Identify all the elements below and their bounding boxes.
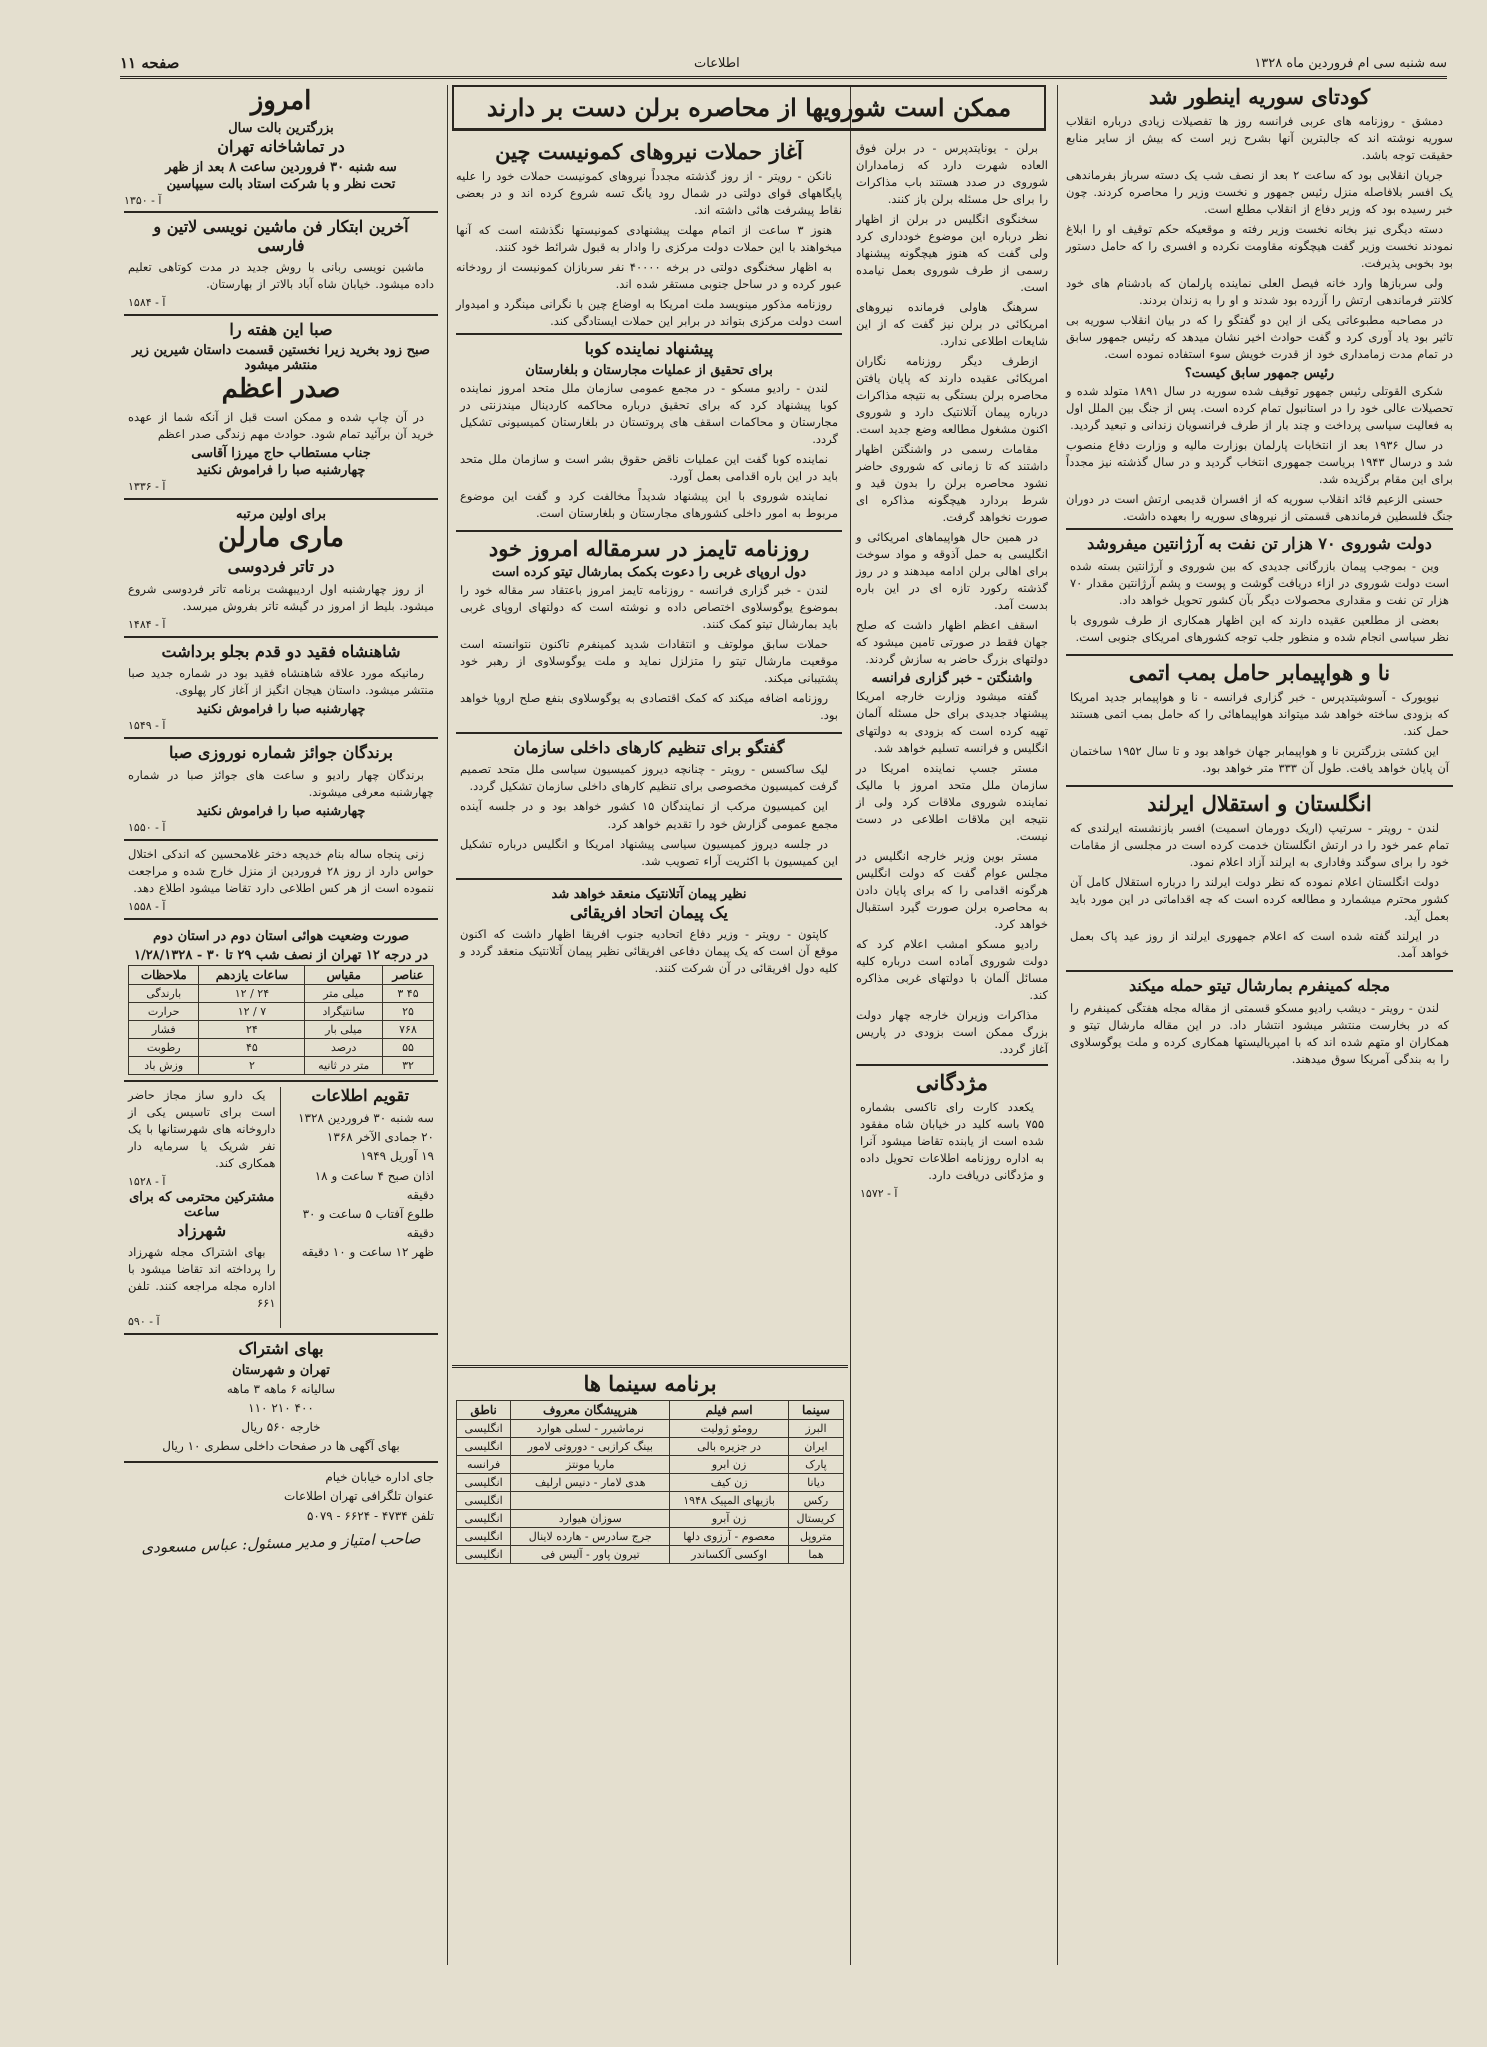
ad-shah-title: شاهنشاه فقید دو قدم بجلو برداشت — [161, 641, 401, 661]
subscription-line: تهران و شهرستان — [232, 1362, 330, 1378]
column-syria — [1062, 85, 1457, 1960]
article-text: مستر بوین وزیر خارجه انگلیس در مجلس عوام گفت که دولت انگلیس هرگونه اقدامی را که برای پایان دادن به محاصره برلن صورت گیرد استقبال خواهد کرد. — [856, 848, 1048, 931]
cinema-header: هنرپیشگان معروف — [511, 1401, 670, 1420]
subscription-line: سالیانه ۶ ماهه ۳ ماهه — [226, 1381, 336, 1396]
weather-cell: رطوبت — [129, 1038, 199, 1056]
ad-number: آ - ۱۳۳۶ — [128, 480, 166, 494]
weather-cell: میلی بار — [305, 1020, 383, 1038]
ad-sadr-azam-title: صدر اعظم — [221, 374, 341, 405]
headline-syria-coup: کودتای سوریه اینطور شد — [1148, 85, 1371, 109]
article-text: در جلسه دیروز کمیسیون سیاسی پیشنهاد امریکا و انگلیس درباره تشکیل این کمیسیون با اکثریت آراء تصویب شد. — [460, 836, 838, 868]
cinema-cell: البرز — [788, 1420, 843, 1438]
article-text: جریان انقلابی بود که ساعت ۲ بعد از نصف شب یک دسته سرباز بفرماندهی یک افسر بلافاصله منزل رئیس جمهور و نخست وزیر را محاصره کردند. چون خبر رسیده بود که وزیر دفاع از انقلاب مطلع است. — [1066, 168, 1453, 217]
cinema-row — [457, 1456, 844, 1474]
weather-header: مقیاس — [305, 965, 383, 984]
cinema-cell: انگلیسی — [457, 1474, 511, 1492]
cinema-cell: بینگ کرازبی - دوروتی لامور — [511, 1438, 670, 1456]
ad-number: آ - ۱۵۲۸ — [128, 1174, 166, 1188]
cinema-cell: در جزیره بالی — [670, 1438, 789, 1456]
ad-text: ماشین نویسی ربانی با روش جدید در مدت کوتاهی تعلیم داده میشود. خیابان شاه آباد بالاتر از بهارستان. — [128, 260, 434, 292]
ad-shahrzad-title: شهرزاد — [177, 1220, 227, 1240]
address-line: عنوان تلگرافی تهران اطلاعات — [284, 1489, 434, 1504]
weather-cell: حرارت — [129, 1002, 199, 1020]
cinema-cell: ایران — [788, 1438, 843, 1456]
ad-line: مشترکین محترمی که برای ساعت — [129, 1189, 275, 1220]
article-text: سخنگوی انگلیس در برلن از اظهار نظر درباره این موضوع خودداری کرد ولی گفت که هنوز هیچگونه پیشنهاد رسمی از طرف شوروی بعمل نیامده است. — [856, 212, 1048, 295]
article-text: مقامات رسمی در واشنگتن اظهار داشتند که تا زمانی که شوروی حاضر نشود محاصره برلن را بدون قید و شرط بردارد هیچگونه مذاکره ای صورت نخواهد گرفت. — [856, 442, 1048, 525]
weather-subtitle: در درجه ۱۲ تهران از نصف شب ۲۹ تا ۳۰ - ۱/۲۸/۱۳۲۸ — [133, 947, 429, 963]
column-berlin — [852, 140, 1052, 1960]
article-text: دولت انگلستان اعلام نموده که نظر دولت ایرلند را درباره استقلال کامل آن کشور محترم میشمارد و مطالعه کرده است که چه اقداماتی در این مورد باید بعمل آید. — [1070, 875, 1449, 924]
article-text: مستر جسپ نماینده امریکا در سازمان ملل متحد امروز با مالیک نماینده شوروی ملاقات کرد ولی از نتیجه این ملاقات اطلاعی در دست نیست. — [856, 760, 1048, 843]
cinema-cell: رکس — [788, 1492, 843, 1510]
weather-cell: ۲۴ — [199, 1020, 305, 1038]
article-text: نماینده کوبا گفت این عملیات ناقض حقوق بشر است و سازمان ملل متحد باید در این باره اقدامی بعمل آورد. — [460, 451, 838, 483]
headline-cuba: پیشنهاد نماینده کوبا — [584, 339, 714, 359]
cinema-cell: انگلیسی — [457, 1438, 511, 1456]
cinema-cell: متروپل — [788, 1528, 843, 1546]
ad-number: آ - ۱۵۵۸ — [128, 899, 166, 913]
article-text: لندن - رویتر - دیشب رادیو مسکو قسمتی از مقاله مجله هفتگی کمینفرم را که در بخارست منتشر میشود انتشار داد. در این مقاله مارشال تیتو و همکاران او متهم شده اند که با امپریالیستها همکاری کرده و ملت یوگوسلاوی را به بندگی آمریکا سوق میدهند. — [1070, 1000, 1449, 1066]
cinema-cell: جرج سادرس - هارده لاینال — [511, 1528, 670, 1546]
weather-table — [128, 965, 434, 1075]
article-text: این کمیسیون مرکب از نمایندگان ۱۵ کشور خواهد بود و در جلسه آینده مجمع عمومی گزارش خود را تقدیم خواهد کرد. — [460, 799, 838, 831]
ad-line: چهارشنبه صبا را فراموش نکنید — [196, 463, 366, 479]
masthead-page-number: صفحه ۱۱ — [120, 54, 180, 72]
article-text: در سال ۱۹۳۶ بعد از انتخابات پارلمان بوزارت مالیه و وزارت دفاع منصوب شد و درسال ۱۹۴۳ بریاست جمهوری انتخاب گردید و در سال گذشته نیز مجدداً برای این مقام برگزیده شد. — [1066, 438, 1453, 487]
article-text: دمشق - روزنامه های عربی فرانسه روز ها تفصیلات زیادی درباره انقلاب سوریه نوشته اند که جالبترین آنها بشرح زیر است که بیش از سایر منابع حقیقت توجه باشد. — [1066, 114, 1453, 163]
weather-cell: درصد — [305, 1038, 383, 1056]
weather-cell: ۳۲ — [383, 1056, 434, 1074]
cinema-program — [452, 1365, 848, 1965]
weather-row — [129, 1038, 434, 1056]
column-rule — [1057, 85, 1058, 1965]
subscription-title: بهای اشتراک — [238, 1339, 324, 1359]
subheading: برای تحقیق از عملیات مجارستان و بلغارستان — [525, 362, 773, 378]
ad-marie-title: ماری مارلن — [218, 523, 344, 554]
article-text: لندن - خبر گزاری فرانسه - روزنامه تایمز امروز باعتقاد سر مقاله خود را بموضوع یوگوسلاوی اختصاص داده و نوشته است که دولتهای اروپای غربی باید بمارشال تیتو کمک کنند. — [460, 582, 838, 631]
ad-number: آ - ۱۵۵۰ — [128, 820, 166, 834]
ad-ballet-title: امروز — [250, 86, 312, 116]
article-text: این کشتی بزرگترین نا و هواپیمابر جهان خواهد بود و تا سال ۱۹۵۲ ساختمان آن پایان خواهد یافت. طول آن ۳۳۳ متر خواهد بود. — [1070, 744, 1449, 776]
weather-cell: متر در ثانیه — [305, 1056, 383, 1074]
article-text: در ایرلند گفته شده است که اعلام جمهوری ایرلند از روز عید پاک بعمل خواهد آمد. — [1070, 929, 1449, 961]
ad-text: بهای اشتراک مجله شهرزاد را پرداخته اند تقاضا میشود با اداره مجله مراجعه کنند. تلفن ۶۶۱ — [128, 1245, 276, 1311]
column-rule — [850, 85, 851, 1965]
weather-header: ملاحظات — [129, 965, 199, 984]
cinema-cell: بازیهای المپیک ۱۹۴۸ — [670, 1492, 789, 1510]
headline-times: روزنامه تایمز در سرمقاله امروز خود — [488, 535, 810, 561]
column-rule — [447, 85, 448, 1965]
address-line: تلفن ۴۷۳۴ - ۶۶۲۴ - ۵۰۷۹ — [306, 1508, 434, 1523]
weather-cell: وزش باد — [129, 1056, 199, 1074]
headline-china: آغاز حملات نیروهای کمونیست چین — [495, 140, 803, 164]
article-text: ولی سربازها وارد خانه فیصل العلی نماینده پارلمان که بادشنام های خود کلانتر فرماندهی ارتش را آزرده بود شدند و او را به زندان بردند. — [1066, 276, 1453, 308]
weather-cell: ۴۵ — [199, 1038, 305, 1056]
headline-ireland: انگلستان و استقلال ایرلند — [1147, 791, 1372, 817]
calendar-line: ۲۰ جمادی الآخر ۱۳۶۸ — [326, 1130, 434, 1145]
article-text: نیویورک - آسوشیتدپرس - خبر گزاری فرانسه - نا و هواپیمابر جدید امریکا که بزودی ساخته خواهد شد میتواند هواپیماهائی را که حامل بمب اتمی هستند حمل کند. — [1070, 690, 1449, 739]
cinema-cell: انگلیسی — [457, 1510, 511, 1528]
ad-line: در تاتر فردوسی — [227, 557, 335, 577]
ad-line: صبا این هفته را — [229, 320, 333, 340]
cinema-cell: هدی لامار - دنیس ارلیف — [511, 1474, 670, 1492]
subheading: رئیس جمهور سابق کیست؟ — [1184, 366, 1335, 382]
article-text: در مصاحبه مطبوعاتی یکی از این دو گفتگو را که در بیان انقلاب سوریه بی تاثیر بود یاد آوری کرد و گفت حوادث اخیر نشان میدهد که رئیس جمهور سابق در تمام مدت زمامداری خود از قدرت خویش سوء استفاده نموده است. — [1066, 313, 1453, 362]
ad-number: آ - ۱۵۴۹ — [128, 719, 166, 733]
article-text: برلن - یونایتدپرس - در برلن فوق العاده شهرت دارد که زمامداران شوروی در صدد هستند باب مذاکرات را برای حل مسئله برلن باز کنند. — [856, 141, 1048, 207]
ad-line: بزرگترین بالت سال — [228, 120, 334, 136]
weather-cell: فشار — [129, 1020, 199, 1038]
subscription-line: ۴۰۰ ۲۱۰ ۱۱۰ — [248, 1400, 314, 1415]
weather-cell: بارندگی — [129, 984, 199, 1002]
headline-aircraft-carrier: نا و هواپیمابر حامل بمب اتمی — [1128, 659, 1391, 685]
weather-cell: ۲ — [199, 1056, 305, 1074]
article-text: اسقف اعظم اظهار داشت که صلح جهان فقط در صورتی تامین میشود که دولتهای بزرگ حاضر به سازش گردند. — [856, 618, 1048, 667]
weather-cell: ۷۶۸ — [383, 1020, 434, 1038]
ad-typing-title: آخرین ابتکار فن ماشین نویسی لاتین و فارسی — [153, 217, 409, 255]
weather-cell: ۴۵ ۳ — [383, 984, 434, 1002]
cinema-cell: ماریا مونتز — [511, 1456, 670, 1474]
cinema-cell: انگلیسی — [457, 1546, 511, 1564]
cinema-row — [457, 1528, 844, 1546]
cinema-cell: فرانسه — [457, 1456, 511, 1474]
cinema-cell: معصوم - آرزوی دلها — [670, 1528, 789, 1546]
article-text: نماینده شوروی با این پیشنهاد شدیداً مخالفت کرد و گفت این موضوع مربوط به امور داخلی کشورهای مجارستان و بلغارستان است. — [460, 488, 838, 520]
article-text: دسته دیگری نیز بخانه نخست وزیر رفته و موقعیکه حکم توقیف او را ابلاغ نمودند نخست وزیر گفت هیچگونه مقاومت نکرده و افسری را که حامل دستور بود بخوبی پذیرفت. — [1066, 222, 1453, 271]
calendar-title: تقویم اطلاعات — [311, 1085, 410, 1105]
article-text: لیک ساکسس - رویتر - چنانچه دیروز کمیسیون سیاسی ملل متحد تصمیم گرفت کمیسیون مخصوصی برای تنظیم کارهای داخلی سازمان تشکیل گردد. — [460, 762, 838, 794]
weather-cell: ۵۵ — [383, 1038, 434, 1056]
address-line: جای اداره خیابان خیام — [325, 1470, 434, 1485]
subheading: نظیر پیمان آتلانتیک منعقد خواهد شد — [551, 886, 747, 902]
cinema-cell — [511, 1492, 670, 1510]
headline-cominform: مجله کمینفرم بمارشال تیتو حمله میکند — [1128, 976, 1391, 996]
weather-title: صورت وضعیت هوائی استان دوم در استان دوم — [152, 928, 410, 944]
calendar-line: طلوع آفتاب ۵ ساعت و ۳۰ دقیقه — [302, 1206, 434, 1241]
cinema-table — [456, 1400, 844, 1564]
weather-cell: میلی متر — [305, 984, 383, 1002]
ad-line: چهارشنبه صبا را فراموش نکنید — [196, 803, 366, 819]
weather-row — [129, 1056, 434, 1074]
cinema-row — [457, 1546, 844, 1564]
calendar-line: سه شنبه ۳۰ فروردین ۱۳۲۸ — [298, 1111, 434, 1125]
article-text: لندن - رویتر - سرتیپ (اریک دورمان اسمیت) افسر بازنشسته ایرلندی که تمام عمر خود را در ارتش انگلستان خدمت کرده است در مجلسی از مقامات خود را برای سوگند وفاداری به ایرلند آزاد اعلام نمود. — [1070, 821, 1449, 870]
ad-line: جناب مستطاب حاج میرزا آقاسی — [191, 446, 371, 462]
cinema-cell: رومئو ژولیت — [670, 1420, 789, 1438]
article-text: وین - بموجب پیمان بازرگانی جدیدی که بین شوروی و آرژانتین بسته شده است دولت شوروی در ازاء دریافت گوشت و پوست و پشم آرژانتین مقدار ۷۰ هزار تن نفت و مقداری محصولات دیگر بآن کشور تحویل خواهد داد. — [1070, 558, 1449, 607]
cinema-row — [457, 1420, 844, 1438]
column-china — [452, 140, 846, 1360]
article-text: حملات سابق مولوتف و انتقادات شدید کمینفرم تاکنون نتوانسته است موقعیت مارشال تیتو را متزلزل نماید و ملت یوگوسلاوی از رهبر خود پشتیبانی میکند. — [460, 636, 838, 686]
publisher-signature: صاحب امتیاز و مدیر مسئول: عباس مسعودی — [141, 1528, 421, 1557]
ad-number: آ - ۵۹۰ — [128, 1315, 160, 1329]
subheading: واشنگتن - خبر گزاری فرانسه — [871, 671, 1033, 687]
calendar-line: اذان صبح ۴ ساعت و ۱۸ دقیقه — [314, 1168, 434, 1202]
article-text: مذاکرات وزیران خارجه چهار دولت بزرگ ممکن است بزودی در پاریس آغاز گردد. — [856, 1007, 1048, 1056]
cinema-cell: دیانا — [788, 1474, 843, 1492]
ad-line: صبح زود بخرید زیرا نخستین قسمت داستان شیرین زیر منتشر میشود — [132, 343, 430, 374]
cinema-row — [457, 1510, 844, 1528]
banner-headline: ممکن است شورویها از محاصره برلن دست بر دارند — [452, 85, 1046, 131]
weather-cell: ۷ / ۱۲ — [199, 1002, 305, 1020]
weather-row — [129, 1020, 434, 1038]
ad-text: زنی پنجاه ساله بنام خدیجه دختر غلامحسین که اندکی اختلال حواس دارد از روز ۲۸ فروردین از منزل خارج شده و مراجعت ننموده است از هر کس اطلاعی دارد تقاضا میشود اطلاع دهد. — [128, 846, 434, 895]
article-text: در همین حال هواپیماهای امریکائی و انگلیسی به حمل آذوقه و مواد سوخت برای اهالی برلن ادامه میدهند و در روز گذشته رکورد تازه ای در این باره بدست آمد. — [856, 530, 1048, 613]
masthead-date: سه شنبه سی ام فروردین ماه ۱۳۲۸ — [1254, 55, 1447, 71]
headline-un: گفتگو برای تنظیم کارهای داخلی سازمان — [513, 738, 785, 758]
article-text: روزنامه اضافه میکند که کمک اقتصادی به یوگوسلاوی بنفع صلح اروپا خواهد بود. — [460, 691, 838, 723]
cinema-cell: کریستال — [788, 1510, 843, 1528]
cinema-cell: اوکسی آلکساندر — [670, 1546, 789, 1564]
cinema-cell: زن کیف — [670, 1474, 789, 1492]
ad-number: آ - ۱۴۸۴ — [128, 617, 166, 631]
article-text: ازطرف دیگر روزنامه نگاران امریکائی عقیده دارند که پایان یافتن محاصره برلن بستگی به نتیجه مذاکرات درباره پیمان آتلانتیک دارد و شوروی اکنون مشغول مطالعه وضع جدید است. — [856, 354, 1048, 437]
subscription-line: بهای آگهی ها در صفحات داخلی سطری ۱۰ ریال — [162, 1439, 400, 1454]
ad-text: از روز چهارشنبه اول اردیبهشت برنامه تاتر فردوسی شروع میشود. بلیط از امروز در گیشه تاتر بفروش میرسد. — [128, 581, 434, 613]
subheading: دول اروپای غربی را دعوت بکمک بمارشال تیتو کرده است — [491, 564, 806, 580]
column-ads — [120, 85, 442, 1965]
headline-reward: مژدگانی — [916, 1069, 988, 1095]
ad-line: چهارشنبه صبا را فراموش نکنید — [196, 702, 366, 718]
headline-africa: یک پیمان اتحاد افریقائی — [570, 902, 728, 922]
ad-prizes-title: برندگان جوائز شماره نوروزی صبا — [169, 743, 393, 763]
ad-text: رمانیکه مورد علاقه شاهنشاه فقید بود در شماره جدید صبا منتشر میشود. داستان هیجان انگیز از آغاز کار پهلوی. — [128, 666, 434, 698]
cinema-cell: زن آبرو — [670, 1510, 789, 1528]
cinema-row — [457, 1438, 844, 1456]
article-text: نانکن - رویتر - از روز گذشته مجدداً نیروهای کمونیست حملات خود را علیه پایگاههای قوای دولتی در شمال رود یانگ تسه شروع کرده اند و در بعضی نقاط پیشرفت هائی داشته اند. — [456, 169, 842, 218]
article-text: هنوز ۳ ساعت از اتمام مهلت پیشنهادی کمونیستها نگذشته است که آنها میخواهند با این حملات دولت مرکزی را وادار به قبول شرائط خود کنند. — [456, 223, 842, 255]
ad-line: تحت نظر و با شرکت استاد بالت سیپاسین — [166, 177, 396, 193]
article-text: به اظهار سخنگوی دولتی در برخه ۴۰۰۰۰ نفر سربازان کمونیست از رودخانه عبور کرده و در ساحل جنوبی مستقر شده اند. — [456, 260, 842, 292]
ad-number: آ - ۱۵۷۲ — [860, 1187, 898, 1201]
article-text: شکری القوتلی رئیس جمهور توقیف شده سوریه در سال ۱۸۹۱ متولد شده و تحصیلات عالی خود را در استانبول تمام کرده است. پس از جنگ بین الملل اول به فعالیت سیاسی پرداخت و چند بار از طرف فرانسویان زندانی و تبعید گردید. — [1066, 384, 1453, 433]
cinema-cell: تیرون پاور - آلیس فی — [511, 1546, 670, 1564]
subscription-line: خارجه ۵۶۰ ریال — [241, 1419, 321, 1434]
cinema-cell: انگلیسی — [457, 1420, 511, 1438]
weather-header: عناصر — [383, 965, 434, 984]
weather-row — [129, 984, 434, 1002]
headline-soviet-oil: دولت شوروی ۷۰ هزار تن نفت به آرژانتین میفروشد — [1087, 534, 1432, 554]
cinema-row — [457, 1474, 844, 1492]
calendar-line: ۱۹ آوریل ۱۹۴۹ — [360, 1149, 434, 1164]
article-text: یکعدد کارت رای تاکسی بشماره ۷۵۵ باسه کلید در خیابان شاه مفقود شده است از یابنده تقاضا میشود آنرا به اداره روزنامه اطلاعات تحویل داده و مژدگانی دریافت دارد. — [860, 1099, 1044, 1182]
ad-text: در آن چاپ شده و ممکن است قبل از آنکه شما از عهده خرید آن برآئید تمام شود. حوادث مهم زندگی صدر اعظم — [128, 410, 434, 442]
ad-number: آ - ۱۳۵۰ — [124, 194, 162, 208]
ad-line: برای اولین مرتبه — [236, 507, 326, 523]
article-text: گفته میشود وزارت خارجه امریکا پیشنهاد جدیدی برای حل مسئله آلمان تهیه کرده است که بزودی به دولتهای انگلیس و فرانسه تسلیم خواهد شد. — [856, 689, 1048, 755]
cinema-cell: سوزان هیوارد — [511, 1510, 670, 1528]
cinema-title: برنامه سینما ها — [583, 1371, 717, 1396]
masthead — [120, 50, 1447, 79]
article-text: حسنی الزعیم قائد انقلاب سوریه که از افسران قدیمی ارتش است در دوران جنگ فلسطین فرماندهی قسمتی از نیروهای سوریه را بعهده داشت. — [1066, 492, 1453, 524]
article-text: بعضی از مطلعین عقیده دارند که این اظهار همکاری از طرف شوروی با نظر سیاسی انجام شده و منظور جلب توجه کشورهای امریکای جنوبی است. — [1070, 612, 1449, 644]
calendar-line: ظهر ۱۲ ساعت و ۱۰ دقیقه — [301, 1245, 434, 1260]
ad-line: در تماشاخانه تهران — [217, 136, 345, 156]
ad-line: سه شنبه ۳۰ فروردین ساعت ۸ بعد از ظهر — [165, 160, 397, 176]
ad-text: برندگان چهار رادیو و ساعت های جوائز صبا در شماره چهارشنبه معرفی میشوند. — [128, 767, 434, 799]
ad-number: آ - ۱۵۸۴ — [128, 296, 166, 310]
cinema-cell: انگلیسی — [457, 1528, 511, 1546]
article-text: سرهنگ هاولی فرمانده نیروهای امریکائی در برلن نیز گفت که از این شایعات اطلاعی ندارد. — [856, 300, 1048, 349]
cinema-cell: زن ابرو — [670, 1456, 789, 1474]
weather-cell: ۲۴ / ۱۲ — [199, 984, 305, 1002]
cinema-cell: هما — [788, 1546, 843, 1564]
cinema-cell: پارک — [788, 1456, 843, 1474]
article-text: روزنامه مذکور مینویسد ملت امریکا به اوضاع چین با نگرانی مینگرد و امیدوار است دولت مرکزی بتواند در برابر این حملات ایستادگی کند. — [456, 297, 842, 329]
weather-cell: ۲۵ — [383, 1002, 434, 1020]
cinema-row — [457, 1492, 844, 1510]
cinema-header: سینما — [788, 1401, 843, 1420]
weather-header: ساعات یازدهم — [199, 965, 305, 984]
article-text: رادیو مسکو امشب اعلام کرد که دولت شوروی آماده است درباره کلیه مسائل آلمان با دولتهای غربی مذاکره کند. — [856, 936, 1048, 1002]
masthead-paper-name: اطلاعات — [694, 55, 740, 71]
ad-text: یک دارو ساز مجاز حاضر است برای تاسیس یکی از داروخانه های شهرستانها با یک نفر شریک یا سرمایه دار همکاری کند. — [128, 1087, 276, 1170]
cinema-cell: انگلیسی — [457, 1492, 511, 1510]
article-text: کاپتون - رویتر - وزیر دفاع اتحادیه جنوب افریقا اظهار داشت که اکنون موقع آن است که یک پیمان دفاعی افریقائی نظیر پیمان آتلانتیک منعقد گردد و کلیه دول افریقائی در آن شرکت کنند. — [460, 926, 838, 975]
weather-row — [129, 1002, 434, 1020]
cinema-header: ناطق — [457, 1401, 511, 1420]
weather-cell: سانتیگراد — [305, 1002, 383, 1020]
cinema-header: اسم فیلم — [670, 1401, 789, 1420]
cinema-cell: نرماشیرر - لسلی هوارد — [511, 1420, 670, 1438]
article-text: لندن - رادیو مسکو - در مجمع عمومی سازمان ملل متحد امروز نماینده کوبا پیشنهاد کرد که برای تحقیق درباره محاکمه کاردینال میندزنتی در مجارستان و محاکمات اسقف های پروتستان در بلغارستان کمیسیونی تشکیل گردد. — [460, 380, 838, 446]
